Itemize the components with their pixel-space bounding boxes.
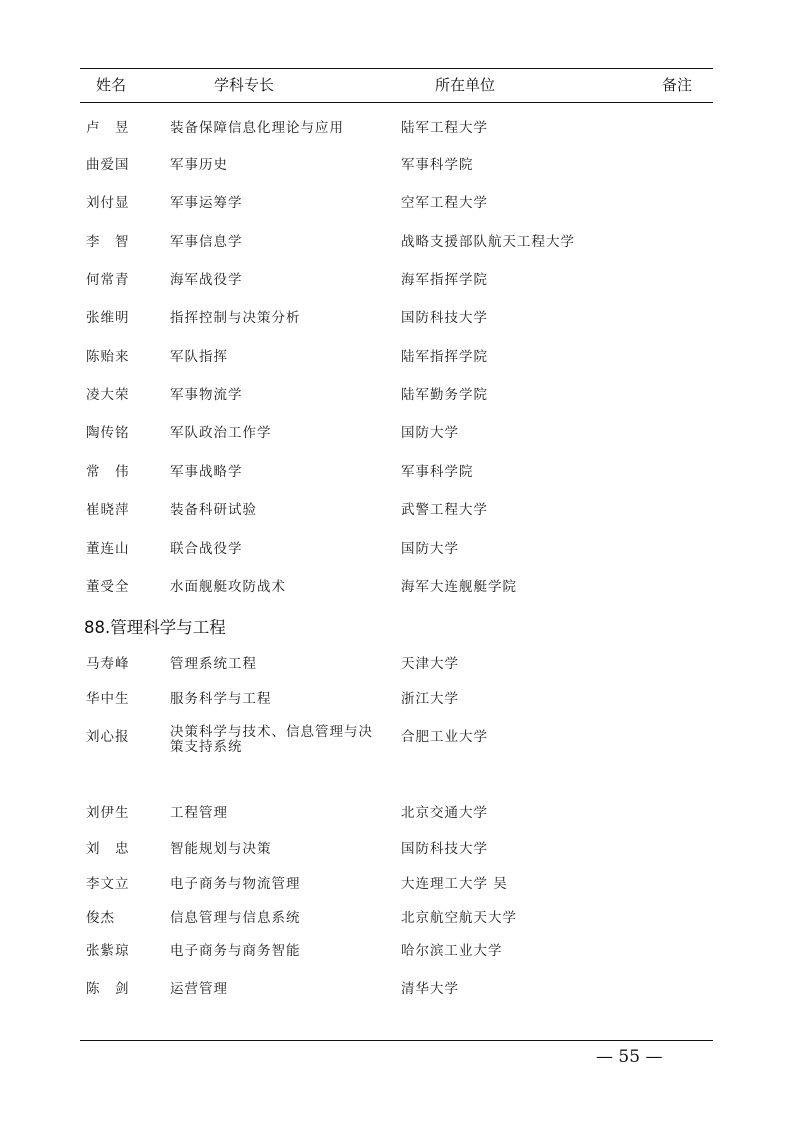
table-row <box>0 575 793 595</box>
cell-unit: 海军大连舰艇学院 <box>401 579 517 595</box>
table-row <box>0 906 793 926</box>
table-row <box>0 460 793 480</box>
cell-specialty: 联合战役学 <box>170 541 243 557</box>
cell-unit: 陆军工程大学 <box>401 120 488 136</box>
cell-name: 张维明 <box>86 310 130 326</box>
table-row <box>0 191 793 211</box>
section-title: 88.管理科学与工程 <box>84 618 226 637</box>
cell-unit: 海军指挥学院 <box>401 272 488 288</box>
table-row <box>0 383 793 403</box>
cell-unit: 国防大学 <box>401 425 459 441</box>
cell-unit: 国防科技大学 <box>401 841 488 857</box>
cell-specialty: 电子商务与商务智能 <box>170 943 301 959</box>
cell-name: 陈贻来 <box>86 349 130 365</box>
table-row <box>0 652 793 672</box>
cell-unit: 空军工程大学 <box>401 195 488 211</box>
cell-unit: 北京交通大学 <box>401 805 488 821</box>
cell-unit: 军事科学院 <box>401 157 474 173</box>
cell-specialty: 服务科学与工程 <box>170 691 272 707</box>
cell-specialty: 装备保障信息化理论与应用 <box>170 120 344 136</box>
cell-name: 张紫琼 <box>86 943 130 959</box>
cell-name: 董受全 <box>86 579 130 595</box>
table-row <box>0 872 793 892</box>
cell-specialty: 电子商务与物流管理 <box>170 876 301 892</box>
header-unit: 所在单位 <box>435 76 496 94</box>
cell-unit: 军事科学院 <box>401 464 474 480</box>
cell-unit: 武警工程大学 <box>401 502 488 518</box>
table-row <box>0 725 793 759</box>
cell-unit: 陆军勤务学院 <box>401 387 488 403</box>
cell-name: 陶传铭 <box>86 425 130 441</box>
table-row <box>0 537 793 557</box>
cell-name: 刘付显 <box>86 195 130 211</box>
cell-specialty: 决策科学与技术、信息管理与决策支持系统 <box>170 724 373 755</box>
cell-name: 董连山 <box>86 541 130 557</box>
header-specialty: 学科专长 <box>214 76 275 94</box>
cell-specialty: 军事信息学 <box>170 234 243 250</box>
cell-name: 凌大荣 <box>86 387 130 403</box>
top-rule <box>80 68 713 69</box>
table-row <box>0 939 793 959</box>
cell-unit: 浙江大学 <box>401 691 459 707</box>
cell-name: 马寿峰 <box>86 656 130 672</box>
cell-name: 何常青 <box>86 272 130 288</box>
cell-specialty: 管理系统工程 <box>170 656 257 672</box>
cell-unit: 哈尔滨工业大学 <box>401 943 503 959</box>
cell-specialty: 军事物流学 <box>170 387 243 403</box>
cell-unit: 清华大学 <box>401 981 459 997</box>
cell-specialty: 海军战役学 <box>170 272 243 288</box>
cell-specialty: 军队指挥 <box>170 349 228 365</box>
table-row <box>0 421 793 441</box>
cell-name: 陈 剑 <box>86 981 130 997</box>
cell-unit: 陆军指挥学院 <box>401 349 488 365</box>
cell-name: 李 智 <box>86 234 130 250</box>
header-note: 备注 <box>662 76 693 94</box>
header-rule <box>80 102 713 103</box>
table-row <box>0 153 793 173</box>
header-name: 姓名 <box>96 76 127 94</box>
cell-specialty: 指挥控制与决策分析 <box>170 310 301 326</box>
cell-name: 俊杰 <box>86 910 115 926</box>
table-row <box>0 230 793 250</box>
footer-rule <box>80 1040 713 1041</box>
cell-unit: 国防科技大学 <box>401 310 488 326</box>
cell-unit: 天津大学 <box>401 656 459 672</box>
cell-unit: 国防大学 <box>401 541 459 557</box>
cell-specialty: 工程管理 <box>170 805 228 821</box>
table-row <box>0 801 793 821</box>
cell-specialty: 军队政治工作学 <box>170 425 272 441</box>
cell-name: 崔晓萍 <box>86 502 130 518</box>
table-row <box>0 345 793 365</box>
table-row <box>0 306 793 326</box>
cell-specialty: 信息管理与信息系统 <box>170 910 301 926</box>
cell-specialty: 运营管理 <box>170 981 228 997</box>
cell-specialty: 装备科研试验 <box>170 502 257 518</box>
page-number: — 55 — <box>596 1047 663 1067</box>
table-row <box>0 687 793 707</box>
cell-unit: 战略支援部队航天工程大学 <box>401 234 575 250</box>
cell-name: 卢 昱 <box>86 120 130 136</box>
cell-unit: 北京航空航天大学 <box>401 910 517 926</box>
table-row <box>0 116 793 136</box>
table-row <box>0 977 793 997</box>
cell-specialty: 水面舰艇攻防战术 <box>170 579 286 595</box>
table-row <box>0 837 793 857</box>
cell-specialty: 军事运筹学 <box>170 195 243 211</box>
cell-specialty: 智能规划与决策 <box>170 841 272 857</box>
cell-name: 刘 忠 <box>86 841 130 857</box>
cell-name: 刘心报 <box>86 729 130 745</box>
cell-name: 常 伟 <box>86 464 130 480</box>
table-row <box>0 498 793 518</box>
cell-specialty: 军事战略学 <box>170 464 243 480</box>
cell-unit: 合肥工业大学 <box>401 729 488 745</box>
cell-specialty: 军事历史 <box>170 157 228 173</box>
cell-name: 华中生 <box>86 691 130 707</box>
table-row <box>0 268 793 288</box>
cell-name: 曲爱国 <box>86 157 130 173</box>
cell-name: 李文立 <box>86 876 130 892</box>
cell-unit: 大连理工大学 吴 <box>401 876 508 892</box>
cell-name: 刘伊生 <box>86 805 130 821</box>
